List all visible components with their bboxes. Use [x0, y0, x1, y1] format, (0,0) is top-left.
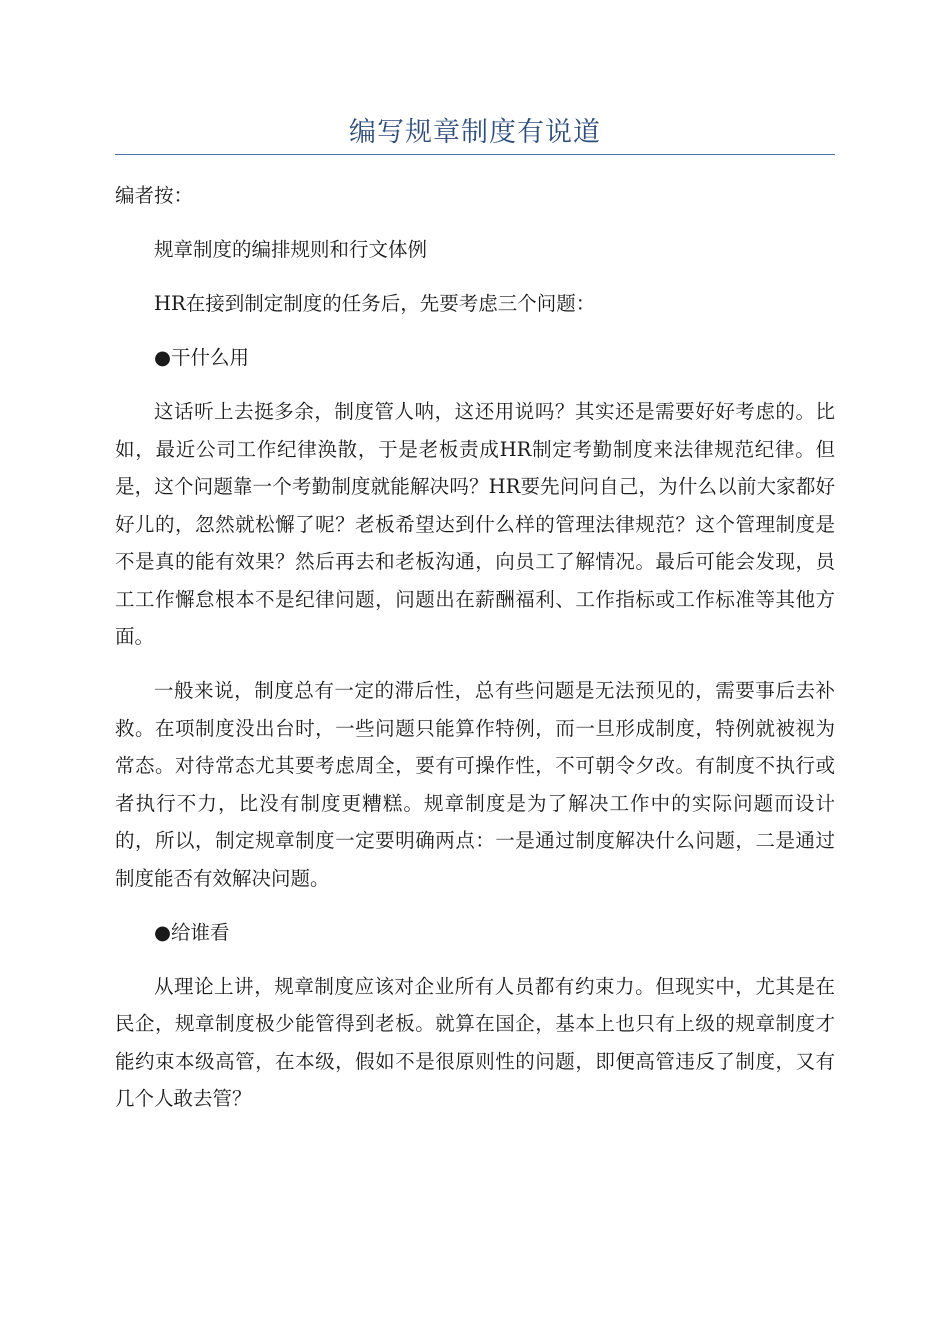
- document-title: 编写规章制度有说道: [349, 117, 601, 148]
- title-underline: [115, 154, 835, 155]
- editor-note-label: 编者按：: [115, 184, 194, 207]
- bullet-heading-audience: ●给谁看: [154, 920, 230, 944]
- document-page: [115, 0, 835, 1344]
- document-body: [115, 177, 835, 1134]
- intro-paragraph: HR在接到制定制度的任务后，先要考虑三个问题：: [154, 292, 596, 315]
- body-paragraph: 从理论上讲，规章制度应该对企业所有人员都有约束力。但现实中，尤其是在民企，规章制度极少能管得到老板。就算在国企，基本上也只有上级的规章制度才能约束本级高管，在本级，假如不是很原则性的问题，即便高管违反了制度，又有几个人敢去管？: [115, 974, 835, 1110]
- body-paragraph: 一般来说，制度总有一定的滞后性，总有些问题是无法预见的，需要事后去补救。在项制度没出台时，一些问题只能算作特例，而一旦形成制度，特例就被视为常态。对待常态尤其要考虑周全，要有可操作性，不可朝令夕改。有制度不执行或者执行不力，比没有制度更糟糕。规章制度是为了解决工作中的实际问题而设计的，所以，制定规章制度一定要明确两点：一是通过制度解决什么问题，二是通过制度能否有效解决问题。: [115, 679, 835, 890]
- body-paragraph: 这话听上去挺多余，制度管人呐，这还用说吗？其实还是需要好好考虑的。比如，最近公司工作纪律涣散，于是老板责成HR制定考勤制度来法律规范纪律。但是，这个问题靠一个考勤制度就能解决吗？HR要先问问自己，为什么以前大家都好好儿的，忽然就松懈了呢？老板希望达到什么样的管理法律规范？这个管理制度是不是真的能有效果？然后再去和老板沟通，向员工了解情况。最后可能会发现，员工工作懈怠根本不是纪律问题，问题出在薪酬福利、工作指标或工作标准等其他方面。: [115, 400, 835, 648]
- section-heading: 规章制度的编排规则和行文体例: [154, 238, 428, 261]
- bullet-heading-purpose: ●干什么用: [154, 346, 250, 369]
